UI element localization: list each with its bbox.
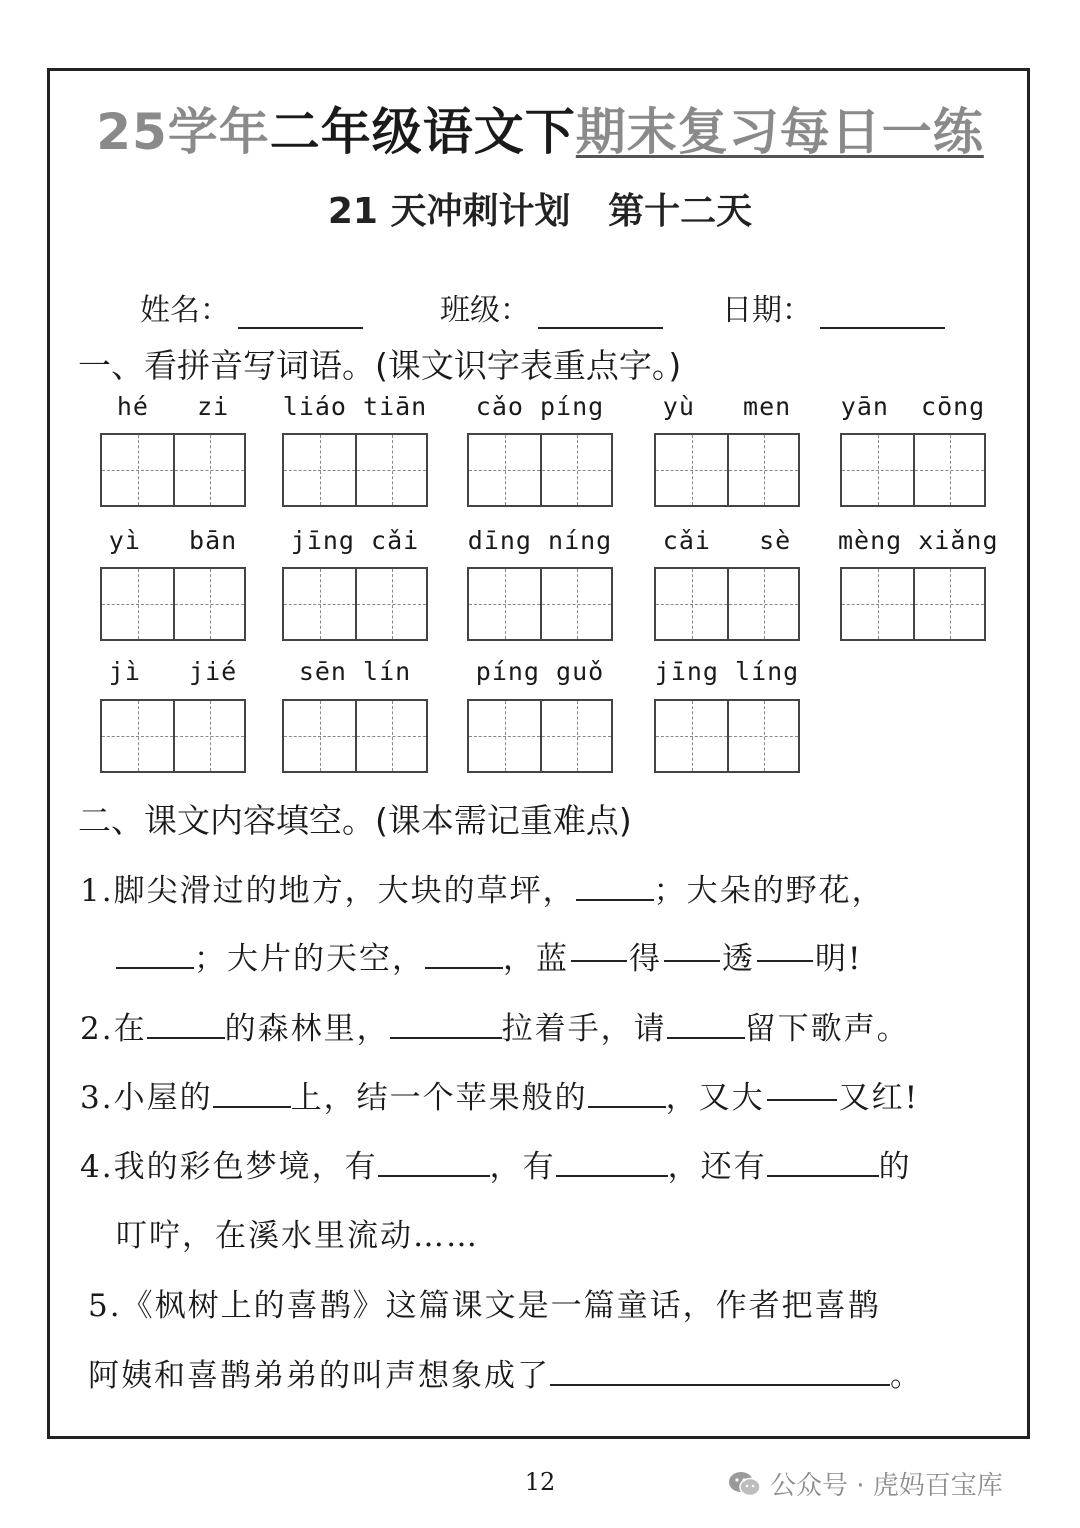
q3-text-b: 上，结一个苹果般的 (290, 1080, 588, 1116)
grid-cell[interactable] (102, 701, 173, 771)
class-field (440, 285, 663, 329)
word-pinyin: jì jié (108, 657, 238, 686)
grid-cell[interactable] (727, 435, 798, 505)
grid-cell[interactable] (469, 435, 540, 505)
question-5-line-1: 5.《枫树上的喜鹊》这篇课文是一篇童话，作者把喜鹊 (88, 1288, 881, 1324)
word-pinyin: mèng xiǎng (838, 526, 999, 555)
word-pinyin: píng guǒ (475, 657, 605, 686)
writing-grid[interactable] (100, 433, 246, 507)
class-blank[interactable] (538, 297, 663, 329)
q3-blank-2[interactable] (588, 1076, 666, 1108)
section2-heading: 二、课文内容填空。(课本需记重难点) (78, 801, 632, 840)
q1-text-c: ；大片的天空， (194, 941, 425, 977)
word-pinyin: dīng níng (467, 526, 613, 555)
q1-dash-1 (571, 960, 627, 962)
writing-grid[interactable] (282, 433, 428, 507)
writing-grid[interactable] (100, 699, 246, 773)
writing-grid[interactable] (282, 699, 428, 773)
writing-grid[interactable] (840, 433, 986, 507)
grid-cell[interactable] (102, 435, 173, 505)
writing-grid[interactable] (654, 567, 800, 641)
name-label: 姓名： (140, 293, 230, 328)
grid-cell[interactable] (173, 701, 244, 771)
grid-cell[interactable] (913, 435, 984, 505)
date-field (722, 285, 945, 329)
word-pinyin: yù men (662, 392, 792, 421)
q1-text-d: ，蓝 (503, 941, 569, 977)
page-number: 12 (524, 1468, 556, 1496)
writing-grid[interactable] (467, 699, 613, 773)
grid-cell[interactable] (656, 701, 727, 771)
q2-blank-1[interactable] (147, 1007, 225, 1039)
q1-blank-1[interactable] (576, 869, 654, 901)
q3-text-c: ，又大 (665, 1080, 765, 1116)
q2-text-d: 留下歌声。 (744, 1011, 910, 1047)
question-4-line-2: 叮咛，在溪水里流动…… (116, 1218, 479, 1254)
q4-text-d: 的 (878, 1149, 912, 1185)
section1-heading: 一、看拼音写词语。(课文识字表重点字。) (78, 346, 682, 385)
word-pinyin: jīng líng (654, 657, 800, 686)
grid-cell[interactable] (913, 569, 984, 639)
date-blank[interactable] (820, 297, 945, 329)
word-pinyin: jīng cǎi (290, 526, 420, 555)
q2-text-a: 2.在 (80, 1011, 147, 1047)
q2-text-b: 的森林里， (224, 1011, 390, 1047)
q1-blank-2[interactable] (116, 937, 194, 969)
question-3 (80, 1072, 919, 1117)
grid-cell[interactable] (727, 701, 798, 771)
class-label: 班级： (440, 293, 530, 328)
grid-cell[interactable] (842, 569, 913, 639)
grid-cell[interactable] (469, 701, 540, 771)
question-2 (80, 1003, 910, 1048)
worksheet-subtitle: 21 天冲刺计划 第十二天 (327, 191, 753, 232)
q5-text-c: 。 (890, 1358, 923, 1394)
q4-blank-2[interactable] (556, 1145, 668, 1177)
date-label: 日期： (722, 293, 812, 328)
q3-text-a: 3.小屋的 (80, 1080, 213, 1116)
q2-blank-2[interactable] (390, 1007, 502, 1039)
q3-text-d: 又红! (838, 1080, 920, 1116)
writing-grid[interactable] (467, 433, 613, 507)
grid-cell[interactable] (656, 569, 727, 639)
grid-cell[interactable] (355, 701, 426, 771)
q1-dash-3 (757, 960, 813, 962)
watermark (728, 1465, 1003, 1502)
question-4-line-1 (80, 1141, 912, 1186)
q3-dash (767, 1099, 837, 1101)
word-pinyin: yān cōng (840, 392, 986, 421)
word-pinyin: sēn lín (298, 657, 412, 686)
q1-text-f: 透 (722, 941, 755, 977)
question-1-line-2 (116, 933, 862, 978)
grid-cell[interactable] (469, 569, 540, 639)
grid-cell[interactable] (540, 569, 611, 639)
grid-cell[interactable] (842, 435, 913, 505)
word-pinyin: cǎi sè (662, 526, 792, 555)
watermark-text: 公众号 · 虎妈百宝库 (770, 1471, 1003, 1501)
q1-blank-3[interactable] (425, 937, 503, 969)
title-year: 25学年 (96, 103, 270, 161)
grid-cell[interactable] (656, 435, 727, 505)
title-exercise: 期末复习每日一练 (575, 103, 984, 161)
q5-blank[interactable] (550, 1354, 890, 1386)
writing-grid[interactable] (654, 699, 800, 773)
q5-text-b: 阿姨和喜鹊弟弟的叫声想象成了 (88, 1358, 550, 1394)
q4-blank-1[interactable] (378, 1145, 490, 1177)
writing-grid[interactable] (100, 567, 246, 641)
q4-blank-3[interactable] (767, 1145, 879, 1177)
word-pinyin: cǎo píng (475, 392, 605, 421)
q4-text-b: ，有 (489, 1149, 556, 1185)
grid-cell[interactable] (102, 569, 173, 639)
name-blank[interactable] (238, 297, 363, 329)
q1-text-a: 1.脚尖滑过的地方，大块的草坪， (80, 873, 576, 909)
question-1-line-1 (80, 865, 885, 910)
word-pinyin: liáo tiān (282, 392, 428, 421)
word-pinyin: hé zi (116, 392, 230, 421)
grid-cell[interactable] (540, 435, 611, 505)
writing-grid[interactable] (467, 567, 613, 641)
grid-cell[interactable] (173, 435, 244, 505)
writing-grid[interactable] (840, 567, 986, 641)
title-grade: 二年级语文下 (269, 103, 576, 161)
q4-text-a: 4.我的彩色梦境，有 (80, 1149, 378, 1185)
q1-text-g: 明! (815, 941, 863, 977)
q1-text-b: ；大朵的野花， (653, 873, 885, 909)
q3-blank-1[interactable] (213, 1076, 291, 1108)
q1-dash-2 (664, 960, 720, 962)
q2-text-c: 拉着手，请 (501, 1011, 667, 1047)
writing-grid[interactable] (654, 433, 800, 507)
grid-cell[interactable] (540, 701, 611, 771)
grid-cell[interactable] (284, 435, 355, 505)
question-5-line-2 (88, 1350, 923, 1395)
grid-cell[interactable] (284, 701, 355, 771)
q2-blank-3[interactable] (667, 1007, 745, 1039)
writing-grid[interactable] (282, 567, 428, 641)
word-pinyin: yì bān (108, 526, 238, 555)
wechat-icon (728, 1470, 762, 1498)
worksheet-title (0, 92, 1080, 164)
name-field (140, 285, 363, 329)
grid-cell[interactable] (355, 435, 426, 505)
grid-cell[interactable] (284, 569, 355, 639)
grid-cell[interactable] (355, 569, 426, 639)
grid-cell[interactable] (727, 569, 798, 639)
q1-text-e: 得 (629, 941, 662, 977)
q4-text-c: ，还有 (667, 1149, 767, 1185)
grid-cell[interactable] (173, 569, 244, 639)
